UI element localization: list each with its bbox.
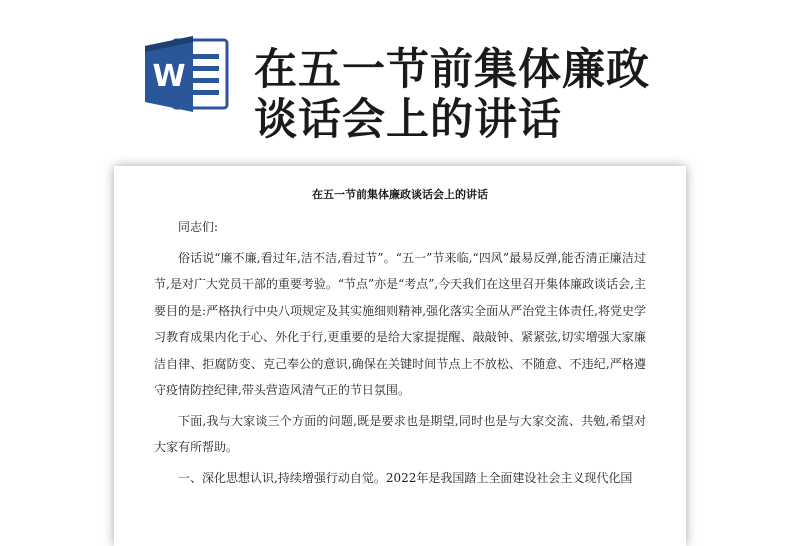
paragraph-3: 一、深化思想认识,持续增强行动自觉。2022年是我国踏上全面建设社会主义现代化国 [178, 470, 633, 485]
document-page [114, 166, 686, 546]
document-title: 在五一节前集体廉政谈话会上的讲话 [312, 188, 488, 201]
word-icon-letter: W [152, 59, 186, 94]
page-title-line-2: 谈话会上的讲话 [254, 95, 562, 145]
page-title-line-1: 在五一节前集体廉政 [254, 45, 650, 95]
paragraph-2: 下面,我与大家谈三个方面的问题,既是要求也是期望,同时也是与大家交流、共勉,希望对大家有所帮助。 [154, 413, 646, 454]
paragraph-greeting: 同志们: [178, 220, 219, 234]
header [0, 0, 800, 160]
paragraph-1: 俗话说“廉不廉,看过年,洁不洁,看过节”。“五一”节来临,“四风”最易反弹,能否清正廉洁过节,是对广大党员干部的重要考验。“节点”亦是“考点”,今天我们在这里召开集体廉政谈话会,主要目的是:严格执行中央八项规定及其实施细则精神,强化落实全面从严治党主体责任,将党史学习教育成果内化于心、外化于行,更重要的是给大家提提醒、敲敲钟、紧紧弦,切实增强大家廉洁自律、拒腐防变、克己奉公的意识,确保在关键时间节点上不放松、不随意、不违纪,严格遵守疫情防控纪律,带头营造风清气正的节日氛围。 [154, 250, 646, 397]
document-body [154, 214, 646, 495]
word-document-icon [143, 32, 229, 116]
